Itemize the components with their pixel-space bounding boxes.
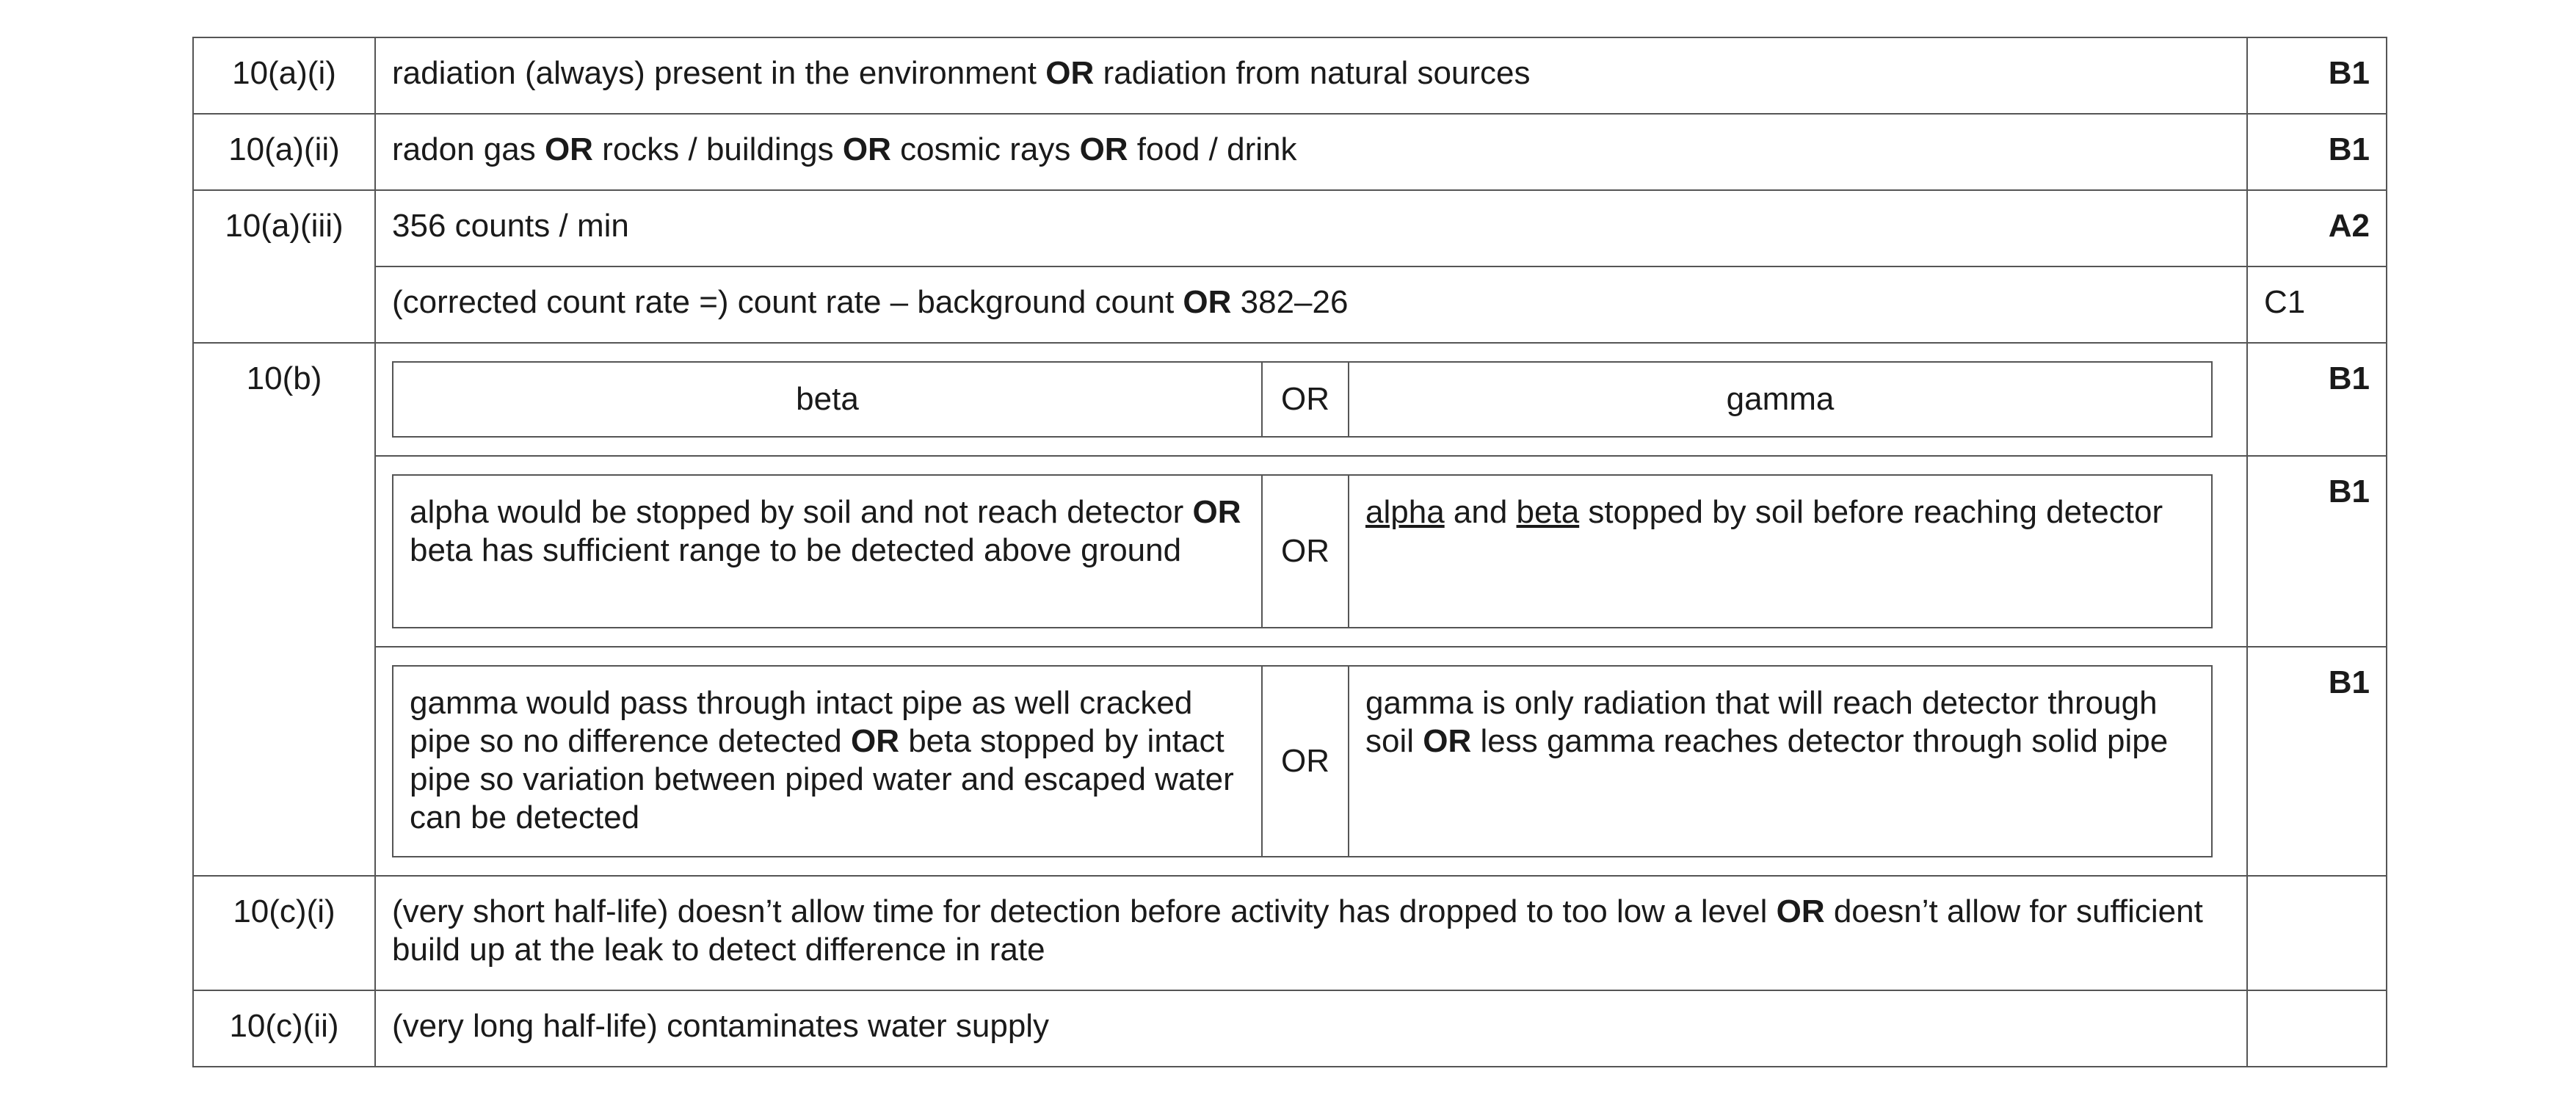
or-keyword: OR xyxy=(850,723,899,759)
inner-table xyxy=(392,665,2213,857)
table-row xyxy=(193,37,2387,114)
question-number: 10(a)(iii) xyxy=(193,190,375,343)
answer-cell xyxy=(375,37,2247,114)
or-keyword: OR xyxy=(1045,55,1095,91)
mark-cell xyxy=(2247,876,2387,990)
right-answer-cell xyxy=(1349,475,2212,628)
left-answer-cell xyxy=(393,666,1262,857)
mark-cell: B1 xyxy=(2247,647,2387,876)
answer-text: radiation from natural sources xyxy=(1094,55,1531,91)
mark-cell xyxy=(2247,990,2387,1067)
question-number: 10(c)(ii) xyxy=(193,990,375,1067)
or-keyword: OR xyxy=(842,131,891,167)
answer-text: gamma is only radiation that will reach detector through soil xyxy=(1365,685,2158,759)
answer-text: beta has sufficient range to be detected above ground xyxy=(410,532,1182,568)
answer-text: radiation (always) present in the environment xyxy=(392,55,1046,91)
question-number: 10(b) xyxy=(193,343,375,876)
or-keyword: OR xyxy=(1192,494,1241,530)
table-row xyxy=(193,266,2387,343)
table-row xyxy=(193,876,2387,990)
answer-text: radon gas xyxy=(392,131,545,167)
answer-text: cosmic rays xyxy=(890,131,1080,167)
answer-cell: 356 counts / min xyxy=(375,190,2247,266)
or-keyword: OR xyxy=(1423,723,1472,759)
right-answer-cell xyxy=(1349,666,2212,857)
underlined-term: beta xyxy=(1516,494,1580,530)
mark-cell: A2 xyxy=(2247,190,2387,266)
left-answer-cell xyxy=(393,475,1262,628)
answer-text: food / drink xyxy=(1128,131,1297,167)
answer-text: beta stopped by intact pipe so variation between piped water and escaped water can be detected xyxy=(410,723,1234,835)
answer-text: 382–26 xyxy=(1231,284,1349,320)
underlined-term: alpha xyxy=(1365,494,1445,530)
answer-cell xyxy=(375,343,2247,456)
answer-text: (very short half-life) doesn’t allow time for detection before activity has dropped to too low a level xyxy=(392,893,1777,929)
mark-cell: B1 xyxy=(2247,37,2387,114)
or-cell: OR xyxy=(1262,666,1349,857)
or-keyword: OR xyxy=(1079,131,1128,167)
gamma-cell: gamma xyxy=(1349,362,2212,437)
or-keyword: OR xyxy=(544,131,593,167)
table-row xyxy=(193,114,2387,190)
question-number: 10(c)(i) xyxy=(193,876,375,990)
answer-text: gamma would pass through intact pipe as well cracked pipe so no difference detected xyxy=(410,685,1193,759)
answer-cell xyxy=(375,266,2247,343)
question-number: 10(a)(ii) xyxy=(193,114,375,190)
answer-cell xyxy=(375,456,2247,647)
inner-table xyxy=(392,361,2213,438)
mark-scheme-table xyxy=(192,37,2387,1067)
table-row xyxy=(193,343,2387,456)
answer-cell: (very long half-life) contaminates water supply xyxy=(375,990,2247,1067)
answer-text: stopped by soil before reaching detector xyxy=(1579,494,2163,530)
table-row xyxy=(193,990,2387,1067)
or-keyword: OR xyxy=(1776,893,1825,929)
mark-cell: B1 xyxy=(2247,114,2387,190)
answer-cell xyxy=(375,114,2247,190)
mark-cell: B1 xyxy=(2247,343,2387,456)
question-number: 10(a)(i) xyxy=(193,37,375,114)
or-cell: OR xyxy=(1262,475,1349,628)
beta-cell: beta xyxy=(393,362,1262,437)
or-cell: OR xyxy=(1262,362,1349,437)
answer-text: (corrected count rate =) count rate – background count xyxy=(392,284,1183,320)
answer-text: rocks / buildings xyxy=(592,131,843,167)
answer-cell xyxy=(375,876,2247,990)
or-keyword: OR xyxy=(1183,284,1232,320)
answer-cell xyxy=(375,647,2247,876)
table-row xyxy=(193,456,2387,647)
answer-text: less gamma reaches detector through solid pipe xyxy=(1471,723,2169,759)
inner-table xyxy=(392,474,2213,628)
mark-cell: B1 xyxy=(2247,456,2387,647)
table-row xyxy=(193,647,2387,876)
mark-cell: C1 xyxy=(2247,266,2387,343)
answer-text: doesn’t allow for sufficient build up at the leak to detect difference in rate xyxy=(392,893,2203,968)
table-row xyxy=(193,190,2387,266)
answer-text: alpha would be stopped by soil and not reach detector xyxy=(410,494,1193,530)
answer-text: and xyxy=(1444,494,1517,530)
